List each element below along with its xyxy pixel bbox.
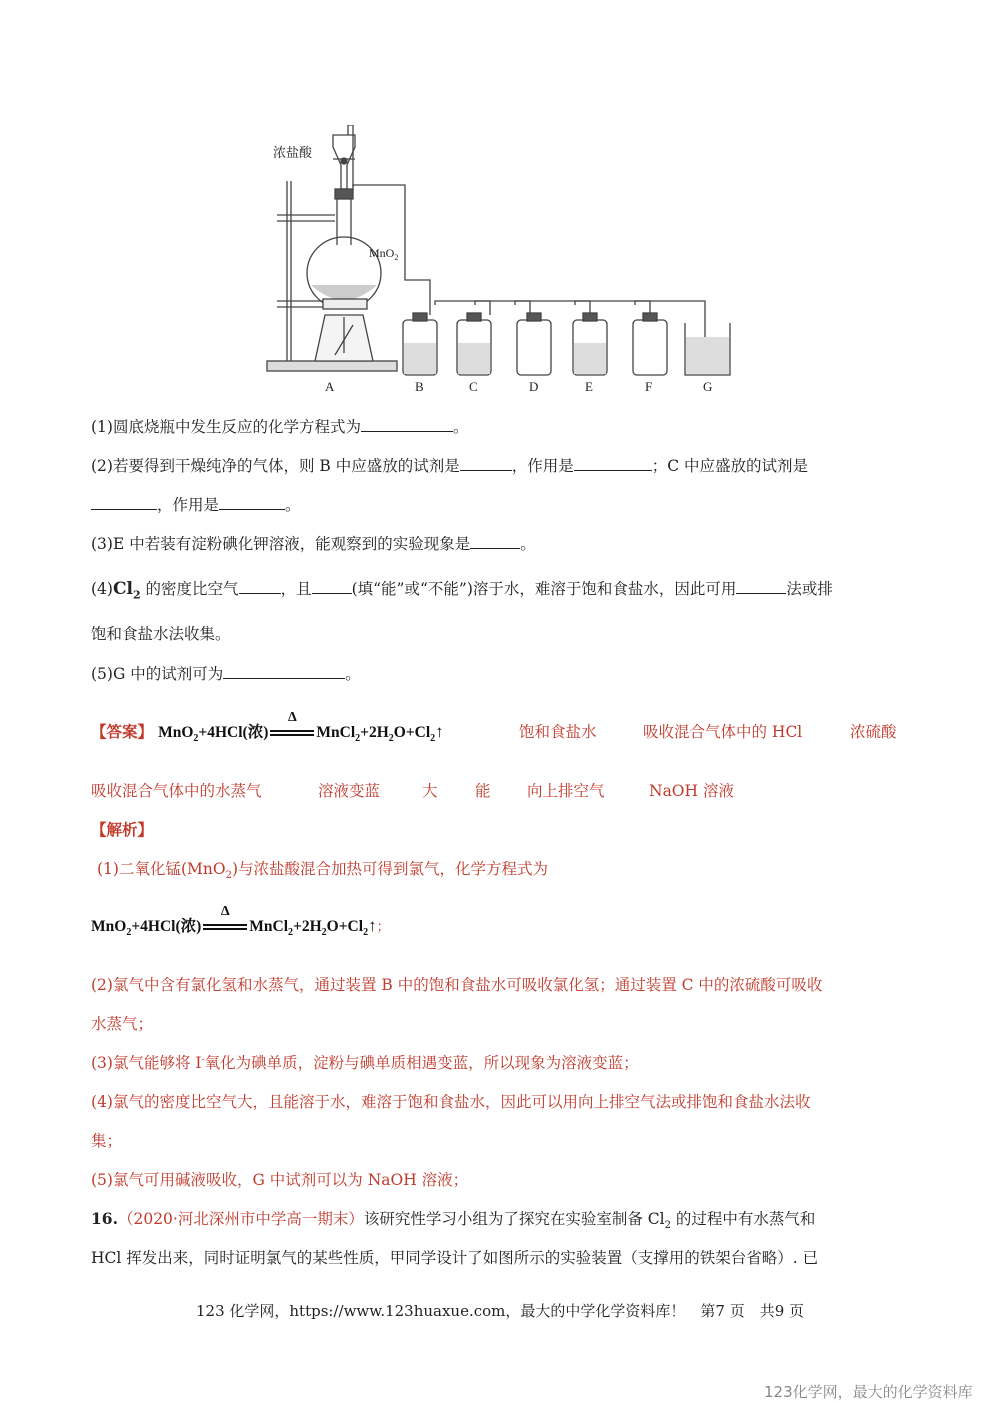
question-2-line1: (2)若要得到干燥纯净的气体，则 B 中应盛放的试剂是 ，作用是 ；C 中应盛放的试剂是 xyxy=(91,457,809,475)
label-mno2: MnO$_2$ xyxy=(369,246,399,262)
label-hcl: 浓盐酸 xyxy=(273,145,313,160)
question-4-line2: 饱和食盐水法收集。 xyxy=(91,625,231,643)
analysis-4-line1: (4)氯气的密度比空气大，且能溶于水，难溶于饱和食盐水，因此可以用向上排空气法或排饱和食盐水法收 xyxy=(91,1093,811,1111)
analysis-3: (3)氯气能够将 I-氧化为碘单质，淀粉与碘单质相遇变蓝，所以现象为溶液变蓝； xyxy=(91,1054,639,1072)
analysis-1: (1)二氧化锰(MnO$_2$)与浓盐酸混合加热可得到氯气，化学方程式为 xyxy=(97,860,549,882)
answer-line2 xyxy=(91,779,911,805)
analysis-tag: 【解析】 xyxy=(91,820,154,839)
analysis-5: (5)氯气可用碱液吸收，G 中试剂可以为 NaOH 溶液； xyxy=(91,1171,469,1189)
page-footer: 123 化学网，https://www.123huaxue.com，最大的中学化学资料库！ 第7 页 共9 页 xyxy=(196,1302,805,1320)
question-1: (1)圆底烧瓶中发生反应的化学方程式为 。 xyxy=(91,418,469,436)
answer-equation: MnO$_2$+4HCl(浓) Δ $MnCl_2+2H_2O+Cl_2↑$ xyxy=(158,710,444,745)
answer-6: 大 xyxy=(422,782,438,800)
analysis-2-line2: 水蒸气； xyxy=(91,1015,154,1033)
letter-c: C xyxy=(469,379,478,394)
analysis-4-line2: 集； xyxy=(91,1132,123,1150)
equation-conditions: Δ xyxy=(270,727,314,739)
answer-9: NaOH 溶液 xyxy=(649,782,734,800)
question-16-line2: HCl 挥发出来，同时证明氯气的某些性质，甲同学设计了如图所示的实验装置（支撑用的铁架台省略）. 已 xyxy=(91,1249,819,1267)
watermark: 123化学网，最大的化学资料库 xyxy=(764,1383,973,1401)
question-16-line1: 16.（2020·河北深州市中学高一期末）该研究性学习小组为了探究在实验室制备 $Cl_2$ 的过程中有水蒸气和 xyxy=(91,1209,816,1232)
letter-a: A xyxy=(325,379,335,394)
answer-5: 溶液变蓝 xyxy=(318,782,381,800)
answer-tag: 【答案】 xyxy=(91,722,154,741)
analysis-equation: MnO$_2$+4HCl(浓) Δ $MnCl_2+2H_2O+Cl_2↑$； xyxy=(91,904,390,939)
analysis-2-line1: (2)氯气中含有氯化氢和水蒸气，通过装置 B 中的饱和食盐水可吸收氯化氢；通过装置 C 中的浓硫酸可吸收 xyxy=(91,976,823,994)
letter-g: G xyxy=(703,379,713,394)
answer-4: 吸收混合气体中的水蒸气 xyxy=(91,782,262,800)
letter-f: F xyxy=(645,379,653,394)
answer-7: 能 xyxy=(475,782,491,800)
answer-8: 向上排空气 xyxy=(527,782,605,800)
question-4-line1: $(4)Cl_2$ 的密度比空气 ，且 (填“能”或“不能”)溶于水，难溶于饱和食盐水，因此可用 法或排 xyxy=(91,579,833,602)
answer-1: 饱和食盐水 xyxy=(519,723,597,741)
answer-line1 xyxy=(91,710,911,750)
question-3: (3)E 中若装有淀粉碘化钾溶液，能观察到的实验现象是 。 xyxy=(91,535,536,553)
apparatus-figure xyxy=(255,125,745,400)
answer-2: 吸收混合气体中的 HCl xyxy=(643,723,803,741)
letter-d: D xyxy=(529,379,539,394)
letter-b: B xyxy=(415,379,424,394)
question-2-line2: ，作用是 。 xyxy=(91,493,301,515)
letter-e: E xyxy=(585,379,593,394)
question-5: (5)G 中的试剂可为 。 xyxy=(91,665,361,683)
answer-3: 浓硫酸 xyxy=(850,723,897,741)
